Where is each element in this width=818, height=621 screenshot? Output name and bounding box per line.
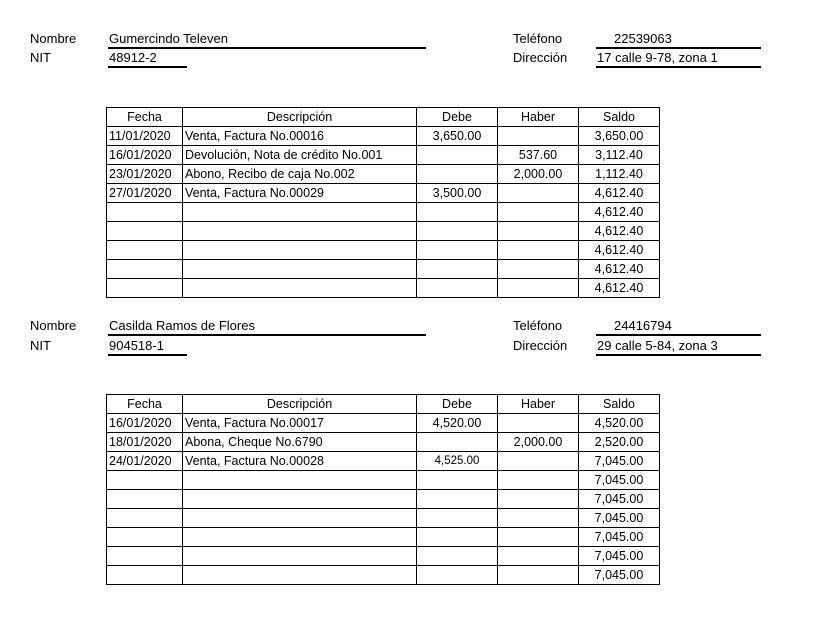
- table-header-row: [107, 395, 660, 414]
- cell-saldo: 4,612.40: [579, 260, 660, 279]
- nit-label: NIT: [30, 50, 51, 65]
- cell-descripcion: [183, 203, 417, 222]
- cell-descripcion: [183, 509, 417, 528]
- cell-descripcion: Venta, Factura No.00016: [183, 127, 417, 146]
- cell-debe: [417, 471, 498, 490]
- cell-fecha: [107, 241, 183, 260]
- cell-descripcion: Devolución, Nota de crédito No.001: [183, 146, 417, 165]
- cell-saldo: 2,520.00: [579, 433, 660, 452]
- cell-fecha: 16/01/2020: [107, 146, 183, 165]
- cell-debe: 4,520.00: [417, 414, 498, 433]
- cell-fecha: [107, 528, 183, 547]
- header-descripcion: Descripción: [183, 108, 417, 127]
- header-debe: Debe: [417, 108, 498, 127]
- nit-value: 904518-1: [108, 338, 187, 356]
- direccion-label: Dirección: [513, 50, 568, 65]
- cell-fecha: [107, 566, 183, 585]
- cell-debe: [417, 165, 498, 184]
- cell-haber: [498, 203, 579, 222]
- cell-haber: [498, 509, 579, 528]
- cell-fecha: [107, 203, 183, 222]
- cell-haber: [498, 528, 579, 547]
- cell-saldo: 4,612.40: [579, 241, 660, 260]
- cell-debe: [417, 146, 498, 165]
- header-fecha: Fecha: [107, 395, 183, 414]
- header-fecha: Fecha: [107, 108, 183, 127]
- cell-haber: [498, 471, 579, 490]
- cell-saldo: 3,112.40: [579, 146, 660, 165]
- cell-debe: [417, 222, 498, 241]
- cell-saldo: 4,612.40: [579, 279, 660, 298]
- cell-debe: [417, 490, 498, 509]
- account-section: [0, 0, 818, 300]
- cell-debe: 4,525.00: [417, 452, 498, 471]
- table-row: [107, 222, 660, 241]
- cell-haber: [498, 566, 579, 585]
- cell-haber: [498, 127, 579, 146]
- ledger-table: [106, 107, 660, 298]
- table-row: [107, 566, 660, 585]
- cell-saldo: 1,112.40: [579, 165, 660, 184]
- table-row: [107, 127, 660, 146]
- cell-haber: [498, 452, 579, 471]
- cell-descripcion: Venta, Factura No.00028: [183, 452, 417, 471]
- cell-debe: [417, 433, 498, 452]
- cell-haber: 2,000.00: [498, 165, 579, 184]
- cell-descripcion: [183, 241, 417, 260]
- cell-haber: 2,000.00: [498, 433, 579, 452]
- direccion-value: 17 calle 9-78, zona 1: [596, 50, 761, 68]
- account-section: [0, 287, 818, 587]
- cell-descripcion: [183, 528, 417, 547]
- direccion-label: Dirección: [513, 338, 568, 353]
- table-row: [107, 184, 660, 203]
- cell-fecha: 18/01/2020: [107, 433, 183, 452]
- table-header-row: [107, 108, 660, 127]
- cell-saldo: 7,045.00: [579, 547, 660, 566]
- table-row: [107, 165, 660, 184]
- cell-haber: [498, 241, 579, 260]
- table-row: [107, 433, 660, 452]
- header-debe: Debe: [417, 395, 498, 414]
- cell-descripcion: [183, 566, 417, 585]
- table-row: [107, 260, 660, 279]
- table-row: [107, 547, 660, 566]
- header-haber: Haber: [498, 395, 579, 414]
- cell-haber: 537.60: [498, 146, 579, 165]
- cell-haber: [498, 547, 579, 566]
- ledger-table: [106, 394, 660, 585]
- cell-fecha: [107, 547, 183, 566]
- header-descripcion: Descripción: [183, 395, 417, 414]
- cell-descripcion: Venta, Factura No.00017: [183, 414, 417, 433]
- cell-saldo: 4,612.40: [579, 203, 660, 222]
- telefono-value: 22539063: [596, 31, 761, 49]
- nombre-value: Casilda Ramos de Flores: [108, 318, 426, 336]
- cell-haber: [498, 414, 579, 433]
- cell-descripcion: [183, 222, 417, 241]
- cell-saldo: 4,612.40: [579, 222, 660, 241]
- direccion-value: 29 calle 5-84, zona 3: [596, 338, 761, 356]
- cell-debe: [417, 241, 498, 260]
- nit-label: NIT: [30, 338, 51, 353]
- cell-saldo: 7,045.00: [579, 509, 660, 528]
- table-row: [107, 509, 660, 528]
- nombre-label: Nombre: [30, 318, 77, 333]
- cell-fecha: [107, 490, 183, 509]
- table-row: [107, 146, 660, 165]
- cell-fecha: 23/01/2020: [107, 165, 183, 184]
- table-row: [107, 241, 660, 260]
- cell-saldo: 7,045.00: [579, 452, 660, 471]
- cell-descripcion: Abono, Recibo de caja No.002: [183, 165, 417, 184]
- table-row: [107, 490, 660, 509]
- cell-saldo: 4,612.40: [579, 184, 660, 203]
- cell-debe: [417, 566, 498, 585]
- cell-descripcion: [183, 471, 417, 490]
- cell-saldo: 7,045.00: [579, 490, 660, 509]
- cell-debe: 3,650.00: [417, 127, 498, 146]
- telefono-value: 24416794: [596, 318, 761, 336]
- nombre-value: Gumercindo Televen: [108, 31, 426, 49]
- table-row: [107, 528, 660, 547]
- cell-haber: [498, 184, 579, 203]
- cell-fecha: [107, 222, 183, 241]
- nombre-label: Nombre: [30, 31, 77, 46]
- cell-fecha: 16/01/2020: [107, 414, 183, 433]
- telefono-label: Teléfono: [513, 31, 563, 46]
- cell-descripcion: [183, 490, 417, 509]
- cell-saldo: 7,045.00: [579, 528, 660, 547]
- cell-saldo: 7,045.00: [579, 471, 660, 490]
- cell-saldo: 7,045.00: [579, 566, 660, 585]
- cell-descripcion: [183, 260, 417, 279]
- telefono-label: Teléfono: [513, 318, 563, 333]
- cell-descripcion: Venta, Factura No.00029: [183, 184, 417, 203]
- cell-fecha: [107, 471, 183, 490]
- header-haber: Haber: [498, 108, 579, 127]
- header-saldo: Saldo: [579, 108, 660, 127]
- cell-descripcion: Abona, Cheque No.6790: [183, 433, 417, 452]
- header-saldo: Saldo: [579, 395, 660, 414]
- cell-debe: [417, 547, 498, 566]
- cell-fecha: 27/01/2020: [107, 184, 183, 203]
- cell-descripcion: [183, 547, 417, 566]
- cell-fecha: [107, 260, 183, 279]
- cell-debe: [417, 509, 498, 528]
- cell-debe: 3,500.00: [417, 184, 498, 203]
- cell-haber: [498, 222, 579, 241]
- nit-value: 48912-2: [108, 50, 187, 68]
- table-row: [107, 471, 660, 490]
- cell-debe: [417, 203, 498, 222]
- cell-haber: [498, 260, 579, 279]
- table-row: [107, 452, 660, 471]
- cell-saldo: 3,650.00: [579, 127, 660, 146]
- cell-saldo: 4,520.00: [579, 414, 660, 433]
- cell-fecha: 11/01/2020: [107, 127, 183, 146]
- cell-fecha: [107, 509, 183, 528]
- table-row: [107, 203, 660, 222]
- cell-fecha: 24/01/2020: [107, 452, 183, 471]
- cell-debe: [417, 528, 498, 547]
- cell-debe: [417, 260, 498, 279]
- cell-haber: [498, 490, 579, 509]
- table-row: [107, 414, 660, 433]
